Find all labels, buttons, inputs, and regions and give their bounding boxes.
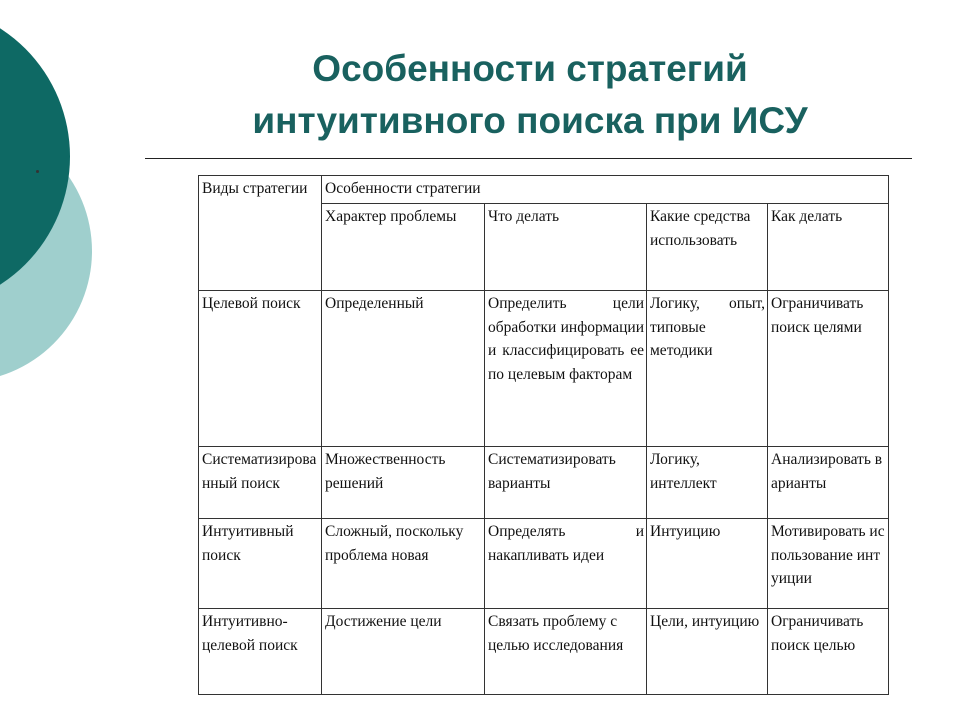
cell-means: Цели, интуицию — [647, 609, 768, 695]
cell-what: Определять и накапливать идеи — [485, 519, 647, 609]
cell-problem: Сложный, поскольку проблема новая — [322, 519, 485, 609]
cell-problem: Достижение цели — [322, 609, 485, 695]
header-problem: Характер проблемы — [322, 204, 485, 291]
table-row — [199, 609, 889, 695]
cell-means: Логику, опыт, типовые методики — [647, 291, 768, 447]
cell-how: Анализировать варианты — [768, 447, 889, 519]
table-row — [199, 447, 889, 519]
cell-problem: Множественность решений — [322, 447, 485, 519]
table-subheader-row — [199, 204, 889, 291]
slide-title-line1: Особенности стратегий — [312, 48, 748, 89]
cell-how: Мотивировать использование интуиции — [768, 519, 889, 609]
header-strategy-kind-cont — [199, 204, 322, 291]
cell-kind: Интуитивно-целевой поиск — [199, 609, 322, 695]
cell-how: Ограничивать поиск целью — [768, 609, 889, 695]
cell-how: Ограничивать поиск целями — [768, 291, 889, 447]
table-header-row — [199, 176, 889, 204]
decor-dot — [36, 170, 39, 173]
header-how-to-do: Как делать — [768, 204, 889, 291]
header-strategy-kind: Виды стратегии — [199, 176, 322, 204]
table-row — [199, 519, 889, 609]
cell-means: Логику, интеллект — [647, 447, 768, 519]
title-divider — [145, 158, 912, 159]
cell-what: Систематизировать варианты — [485, 447, 647, 519]
slide-title-line2: интуитивного поиска при ИСУ — [252, 100, 808, 141]
cell-kind: Целевой поиск — [199, 291, 322, 447]
cell-what: Определить цели обработки информации и классифицировать ее по целевым факторам — [485, 291, 647, 447]
header-what-to-do: Что делать — [485, 204, 647, 291]
strategies-table — [198, 175, 889, 695]
cell-means: Интуицию — [647, 519, 768, 609]
table-row — [199, 291, 889, 447]
cell-kind: Интуитивный поиск — [199, 519, 322, 609]
slide-title — [150, 43, 910, 147]
cell-kind: Систематизированный поиск — [199, 447, 322, 519]
cell-problem: Определенный — [322, 291, 485, 447]
cell-what: Связать проблему с целью исследования — [485, 609, 647, 695]
header-strategy-features: Особенности стратегии — [322, 176, 889, 204]
header-means: Какие средства использовать — [647, 204, 768, 291]
